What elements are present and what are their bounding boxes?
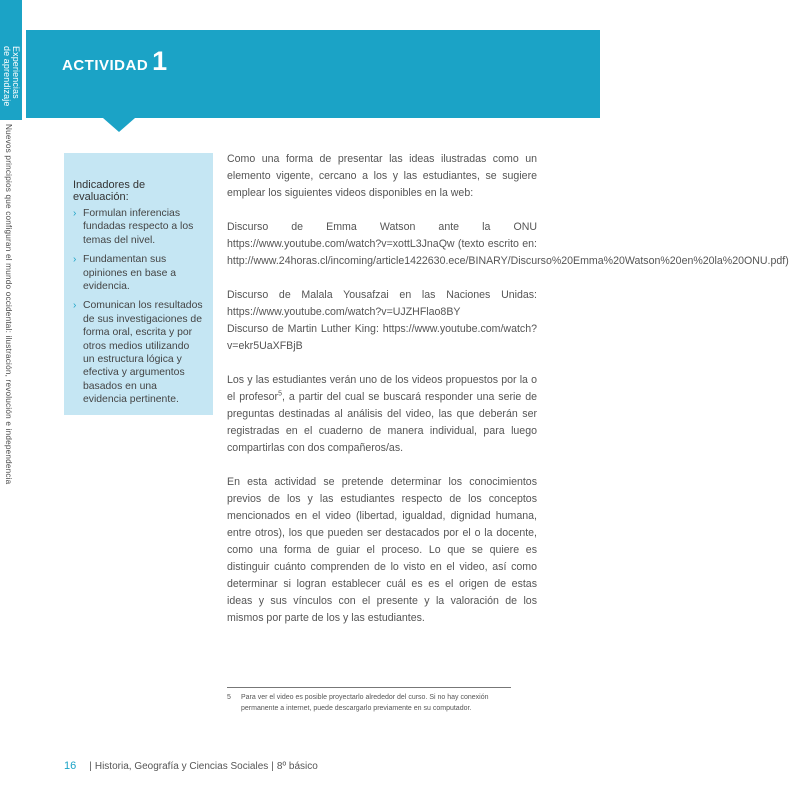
side-strip [0, 0, 22, 800]
page-footer [64, 760, 318, 772]
purpose-paragraph: En esta actividad se pretende determinar los conocimientos previos de los y las estudiantes respecto de los conceptos mencionados en el video (libertad, igualdad, dignidad humana, entre otros), los que pueden ser destacados por el o la docente, como una forma de guiar el proceso. Lo que se quiere es distinguir cuánto comprenden de lo visto en el video, así como determinar si logran establecer cuál es es el origen de estas ideas y sus vínculos con el presente y la valoración de los mismos por parte de los y las estudiantes. [227, 476, 537, 624]
indicator-text: Fundamentan sus opiniones en base a evidencia. [83, 254, 177, 293]
unit-title: Nuevos principios que configuran el mundo occidental: ilustración, revolución e independencia [4, 124, 13, 485]
activity-word: ACTIVIDAD [62, 57, 149, 74]
malala-link[interactable]: Discurso de Malala Yousafzai en las Naciones Unidas: https://www.youtube.com/watch?v=UJZHFlao8BY [227, 289, 537, 318]
indicator-text: Formulan inferencias fundadas respecto a los temas del nivel. [83, 208, 194, 246]
footer-separator: | [271, 761, 274, 772]
footer-grade: 8º básico [276, 761, 318, 772]
indicator-item [73, 207, 203, 247]
side-tab [0, 0, 22, 120]
activity-number: 1 [152, 46, 168, 76]
indicator-item [73, 299, 203, 406]
footnote-text: Para ver el video es posible proyectarlo alrededor del curso. Si no hay conexión permanente a internet, puede descargarlo previamente en su computador. [241, 694, 489, 712]
indicator-item [73, 253, 203, 293]
procedure-text-start: Los y las estudiantes verán uno de los videos propuestos por la o el profesor [227, 374, 537, 403]
mlk-link[interactable]: Discurso de Martin Luther King: https://www.youtube.com/watch?v=ekr5UaXFBjB [227, 323, 537, 352]
indicators-list [73, 207, 203, 407]
main-text [227, 151, 789, 644]
activity-title [62, 46, 167, 77]
procedure-paragraph [227, 372, 537, 457]
indicators-title: Indicadores de evaluación: [73, 179, 146, 203]
indicators-box [64, 153, 213, 415]
footer-separator: | [89, 761, 92, 772]
footnote-divider [227, 687, 511, 688]
intro-paragraph: Como una forma de presentar las ideas ilustradas como un elemento vigente, cercano a los y las estudiantes, se sugiere emplear los siguientes videos disponibles en la web: [227, 153, 537, 199]
bullet-icon: › [73, 254, 77, 266]
bullet-icon: › [73, 208, 77, 219]
bullet-icon: › [73, 300, 77, 312]
activity-banner [26, 30, 600, 118]
footer-subject: Historia, Geografía y Ciencias Sociales [94, 761, 269, 772]
footnote-ref[interactable]: 5 [278, 390, 282, 398]
procedure-text-end: , a partir del cual se buscará responder una serie de preguntas destinadas al análisis del video, las que deberán ser registradas en el cuaderno de manera individual, para luego compartirlas con dos compañeros/as. [227, 391, 537, 454]
section-label: Experiencias de aprendizaje [2, 46, 21, 107]
footnote-number: 5 [227, 694, 231, 701]
emma-watson-link[interactable]: Discurso de Emma Watson ante la ONU https://www.youtube.com/watch?v=xottL3JnaQw (texto escrito en: http://www.24horas.cl/incoming/article1422630.ece/BINARY/Discurso%20Emma%20Watson%20en%20la%20ONU.pdf) [227, 221, 789, 267]
banner-notch [103, 118, 135, 132]
page-number: 16 [64, 760, 77, 772]
indicator-text: Comunican los resultados de sus investigaciones de forma oral, escrita y por otros medios utilizando un estructura lógica y efectiva y argumentos basados en una evidencia pertinente. [83, 300, 203, 406]
